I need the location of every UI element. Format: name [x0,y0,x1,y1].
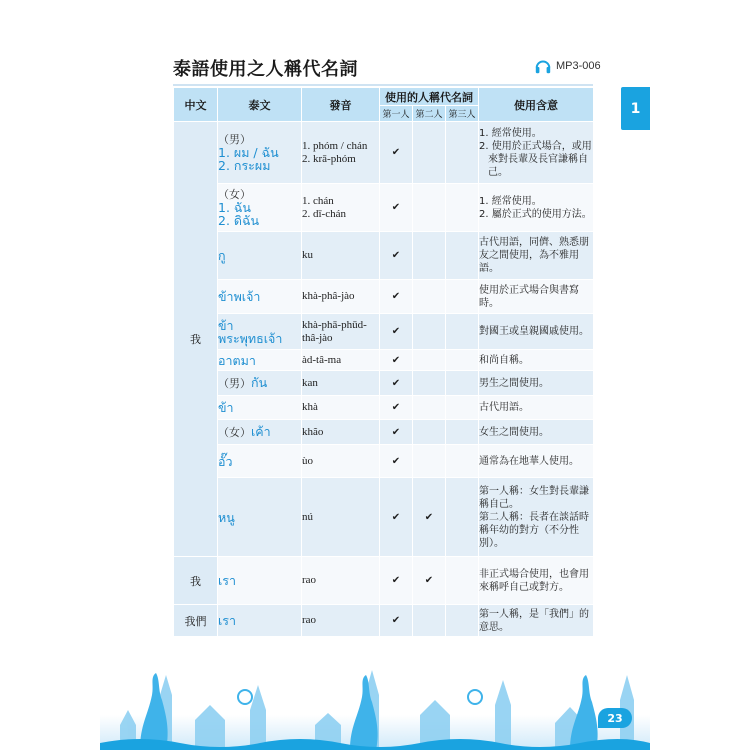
thai-cell: ข้า [218,396,302,420]
thai-word: 2. ดิฉัน [218,213,260,228]
gender-label: （女） [218,426,251,439]
header-first-person: 第一人 [380,106,413,122]
pronunciation-cell: àd-tâ-ma [302,350,380,371]
usage-cell [479,122,594,184]
usage-cell: 對國王或皇親國戚使用。 [479,314,594,350]
table-row [174,350,594,371]
first-person-check: ✔ [380,420,413,445]
first-person-check: ✔ [380,184,413,232]
header-chinese: 中文 [174,88,218,122]
usage-cell: 男生之間使用。 [479,371,594,396]
usage-text: 2. 屬於正式的使用方法。 [479,208,592,220]
second-person-check [413,396,446,420]
header-thai: 泰文 [218,88,302,122]
gender-label: （男） [218,377,251,390]
pronunciation-text: 1. phóm / chán [302,139,368,152]
thai-cell: อาตมา [218,350,302,371]
usage-text: 1. 經常使用。 [479,195,542,207]
third-person-check [446,122,479,184]
pronunciation-cell: khà [302,396,380,420]
first-person-check: ✔ [380,478,413,557]
thai-word: กัน [251,375,268,390]
first-person-check: ✔ [380,314,413,350]
first-person-check: ✔ [380,557,413,605]
second-person-check [413,314,446,350]
page-number: 23 [598,708,632,728]
third-person-check [446,371,479,396]
pronunciation-cell: rao [302,557,380,605]
third-person-check [446,478,479,557]
usage-cell [479,184,594,232]
second-person-check [413,350,446,371]
header-usage: 使用含意 [479,88,594,122]
first-person-check: ✔ [380,232,413,280]
audio-track[interactable] [534,57,601,75]
first-person-check: ✔ [380,396,413,420]
header-third-person: 第三人 [446,106,479,122]
headphones-icon [534,57,552,75]
page-title: 泰語使用之人稱代名詞 [173,59,358,80]
usage-cell: 使用於正式場合與書寫時。 [479,280,594,314]
first-person-check: ✔ [380,371,413,396]
third-person-check [446,314,479,350]
chinese-cell: 我 [174,122,218,557]
third-person-check [446,184,479,232]
pronunciation-cell [302,184,380,232]
table-row [174,605,594,637]
second-person-check [413,280,446,314]
pronunciation-cell: nú [302,478,380,557]
chapter-tab: 1 [621,87,650,130]
thai-cell [218,184,302,232]
thai-cell [218,371,302,396]
third-person-check [446,605,479,637]
table-row [174,396,594,420]
pronunciation-cell: khà-phâ-jào [302,280,380,314]
title-divider [173,84,593,86]
usage-text: 第一人稱：女生對長輩謙稱自己。 [479,485,590,510]
usage-cell: 第一人稱，是「我們」的意思。 [479,605,594,637]
third-person-check [446,396,479,420]
audio-track-label: MP3-006 [556,60,601,72]
thai-cell: เรา [218,605,302,637]
chinese-cell: 我們 [174,605,218,637]
usage-cell: 非正式場合使用，也會用來稱呼自己或對方。 [479,557,594,605]
usage-text: 第二人稱：長者在談話時稱年幼的對方（不分性別）。 [479,511,590,549]
pronunciation-text: 2. krā-phóm [302,152,356,165]
second-person-check [413,605,446,637]
first-person-check: ✔ [380,122,413,184]
thai-cell: หนู [218,478,302,557]
pronunciation-text: 1. chán [302,194,334,207]
pronunciation-cell: kan [302,371,380,396]
pronunciation-cell [302,122,380,184]
second-person-check [413,184,446,232]
thai-cell: เรา [218,557,302,605]
usage-cell: 古代用語。 [479,396,594,420]
table-row [174,184,594,232]
first-person-check: ✔ [380,445,413,478]
third-person-check [446,280,479,314]
second-person-check [413,371,446,396]
thai-word: 1. ฉัน [218,200,251,215]
thai-word: เค้า [251,424,271,439]
third-person-check [446,232,479,280]
usage-cell: 古代用語，同儕、熟悉朋友之間使用，為不雅用語。 [479,232,594,280]
table-row [174,232,594,280]
first-person-check: ✔ [380,350,413,371]
pronoun-table [173,87,594,637]
header-person-group: 使用的人稱代名詞 [380,88,479,106]
second-person-check [413,445,446,478]
thai-cell [218,122,302,184]
table-row [174,557,594,605]
pronunciation-cell: rao [302,605,380,637]
usage-cell: 通常為在地華人使用。 [479,445,594,478]
thai-cell: ข้าพเจ้า [218,280,302,314]
table-row [174,478,594,557]
thai-cell [218,420,302,445]
third-person-check [446,420,479,445]
thai-cell: กู [218,232,302,280]
usage-cell [479,478,594,557]
table-row [174,122,594,184]
thai-word: 1. ผม / ฉัน [218,145,279,160]
table-row [174,314,594,350]
pronunciation-cell: ùo [302,445,380,478]
gender-label: （女） [218,188,251,201]
header-pronunciation: 發音 [302,88,380,122]
pronunciation-text: thâ-jào [302,331,333,344]
first-person-check: ✔ [380,605,413,637]
second-person-check [413,122,446,184]
third-person-check [446,350,479,371]
table-row [174,420,594,445]
thai-temple-illustration [100,655,650,750]
thai-word: 2. กระผม [218,158,271,173]
chinese-cell: 我 [174,557,218,605]
pronunciation-cell: khão [302,420,380,445]
usage-cell: 女生之間使用。 [479,420,594,445]
thai-cell: อั๊ว [218,445,302,478]
table-row [174,371,594,396]
table-row [174,445,594,478]
thai-word: ข้า [218,317,234,333]
third-person-check [446,557,479,605]
second-person-check: ✔ [413,557,446,605]
pronunciation-text: khà-phā-phūd- [302,318,367,331]
pronunciation-text: 2. dī-chán [302,207,346,220]
usage-text: 1. 經常使用。 [479,127,542,139]
second-person-check [413,420,446,445]
pronunciation-cell: ku [302,232,380,280]
second-person-check: ✔ [413,478,446,557]
thai-cell [218,314,302,350]
third-person-check [446,445,479,478]
header-second-person: 第二人 [413,106,446,122]
usage-cell: 和尚自稱。 [479,350,594,371]
table-row [174,280,594,314]
usage-text: 2. 使用於正式場合，或用來對長輩及長官謙稱自己。 [479,140,592,178]
pronunciation-cell [302,314,380,350]
gender-label: （男） [218,133,251,146]
thai-word: พระพุทธเจ้า [218,330,283,346]
second-person-check [413,232,446,280]
first-person-check: ✔ [380,280,413,314]
